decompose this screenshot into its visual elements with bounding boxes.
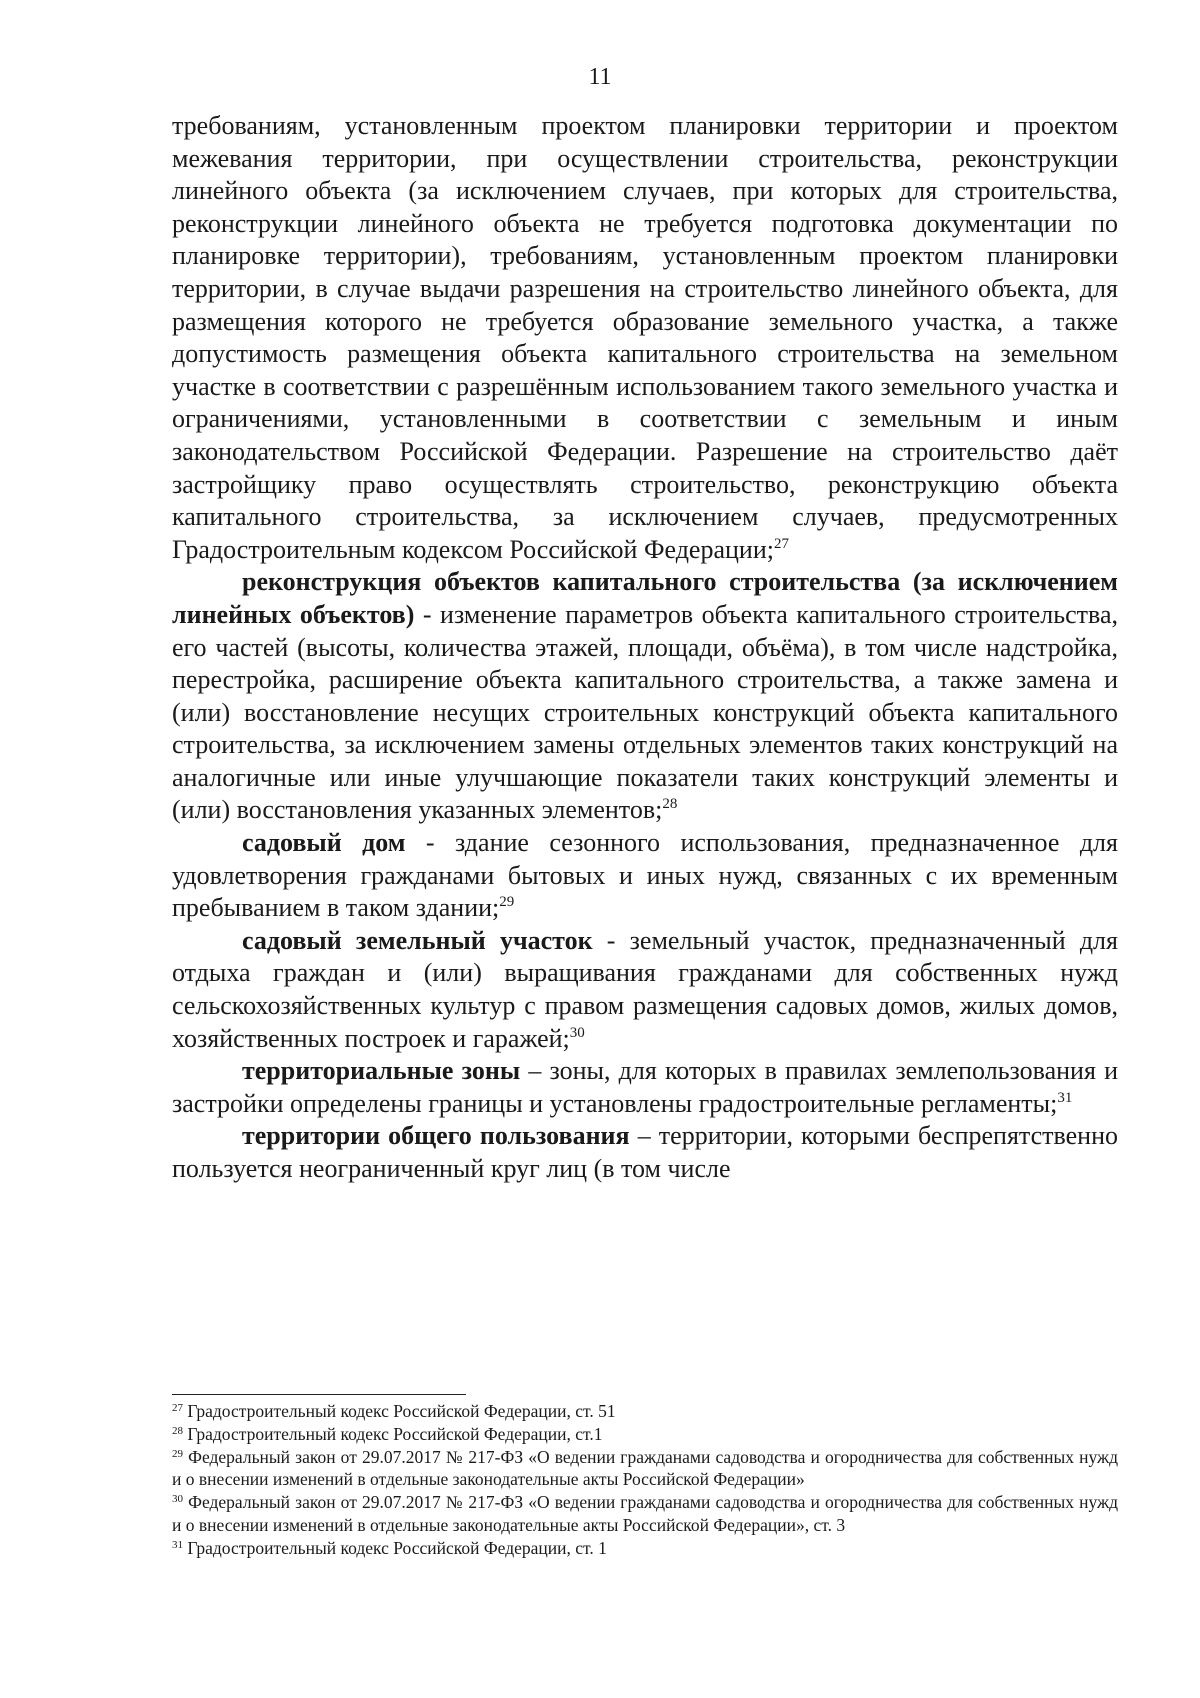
- definition-reconstruction: [172, 566, 1118, 827]
- definition-public-territories: [172, 1120, 1118, 1185]
- definition-term: садовый земельный участок: [242, 925, 593, 955]
- footnote-mark: 27: [172, 1402, 183, 1414]
- footnote-28: [172, 1423, 1118, 1446]
- footnote-reference[interactable]: 28: [662, 796, 678, 813]
- footnote-29: [172, 1446, 1118, 1492]
- paragraph-continuation: [172, 110, 1118, 566]
- definition-term: территории общего пользования: [242, 1121, 630, 1151]
- footnotes: [172, 1400, 1118, 1560]
- definition-garden-plot: [172, 925, 1118, 1055]
- footnote-reference[interactable]: 30: [569, 1024, 585, 1041]
- footnote-text: Градостроительный кодекс Российской Федерации, ст. 51: [187, 1401, 616, 1421]
- footnote-mark: 30: [172, 1493, 183, 1506]
- definition-term: реконструкция объектов капитального строительства (за исключением линейных объектов): [172, 567, 1118, 629]
- definition-term: территориальные зоны: [242, 1056, 521, 1086]
- footnote-text: Градостроительный кодекс Российской Федерации, ст. 1: [187, 1537, 607, 1558]
- definition-text: - изменение параметров объекта капитального строительства, его частей (высоты, количества этажей, площади, объёма), в том числе надстройка, перестройка, расширение объекта капитального строительства, а также замена и (или) восстановление несущих строительных конструкций объекта капитального строительства, за исключением замены отдельных элементов таких конструкций на аналогичные или иные улучшающие показатели таких конструкций элементы и (или) восстановления указанных элементов;: [172, 599, 1118, 825]
- definition-text: – зоны, для которых в правилах землепользования и застройки определены границы и установлены градостроительные регламенты;: [172, 1056, 1118, 1118]
- document-body: [172, 110, 1118, 1186]
- definition-territorial-zones: [172, 1055, 1118, 1120]
- footnote-separator: [172, 1394, 466, 1395]
- footnote-mark: 29: [172, 1447, 183, 1460]
- footnote-27: [172, 1400, 1118, 1423]
- footnote-mark: 31: [172, 1538, 183, 1551]
- footnote-31: [172, 1537, 1118, 1560]
- paragraph-text: требованиям, установленным проектом планировки территории и проектом межевания территории, при осуществлении строительства, реконструкции линейного объекта (за исключением случаев, при которых для строительства, реконструкции линейного объекта не требуется подготовка документации по планировке территории), требованиям, установленным проектом планировки территории, в случае выдачи разрешения на строительство линейного объекта, для размещения которого не требуется образование земельного участка, а также допустимость размещения объекта капитального строительства на земельном участке в соответствии с разрешённым использованием такого земельного участка и ограничениями, установленными в соответствии с земельным и иным законодательством Российской Федерации. Разрешение на строительство даёт застройщику право осуществлять строительство, реконструкцию объекта капитального строительства, за исключением случаев, предусмотренных Градостроительным кодексом Российской Федерации;: [172, 111, 1118, 564]
- footnote-text: Федеральный закон от 29.07.2017 № 217-ФЗ «О ведении гражданами садоводства и огородничества для собственных нужд и о внесении изменений в отдельные законодательные акты Российской Федерации»: [172, 1446, 1118, 1490]
- footnote-reference[interactable]: 31: [1057, 1089, 1073, 1106]
- footnote-mark: 28: [172, 1424, 183, 1437]
- page-number: 11: [588, 64, 612, 90]
- footnote-reference[interactable]: 27: [773, 535, 789, 552]
- definition-garden-house: [172, 827, 1118, 925]
- footnote-30: [172, 1491, 1118, 1537]
- definition-term: садовый дом: [242, 828, 406, 858]
- footnote-text: Градостроительный кодекс Российской Федерации, ст.1: [187, 1423, 603, 1444]
- footnote-reference[interactable]: 29: [499, 894, 515, 911]
- footnote-text: Федеральный закон от 29.07.2017 № 217-ФЗ «О ведении гражданами садоводства и огородничества для собственных нужд и о внесении изменений в отдельные законодательные акты Российской Федерации», ст. 3: [172, 1492, 1118, 1535]
- definition-text: - земельный участок, предназначенный для отдыха граждан и (или) выращивания гражданами для собственных нужд сельскохозяйственных культур с правом размещения садовых домов, жилых домов, хозяйственных построек и гаражей;: [172, 925, 1118, 1053]
- definition-text: - здание сезонного использования, предназначенное для удовлетворения гражданами бытовых и иных нужд, связанных с их временным пребыванием в таком здании;: [172, 828, 1118, 923]
- definition-text: – территории, которыми беспрепятственно пользуется неограниченный круг лиц (в том числе: [172, 1121, 1118, 1183]
